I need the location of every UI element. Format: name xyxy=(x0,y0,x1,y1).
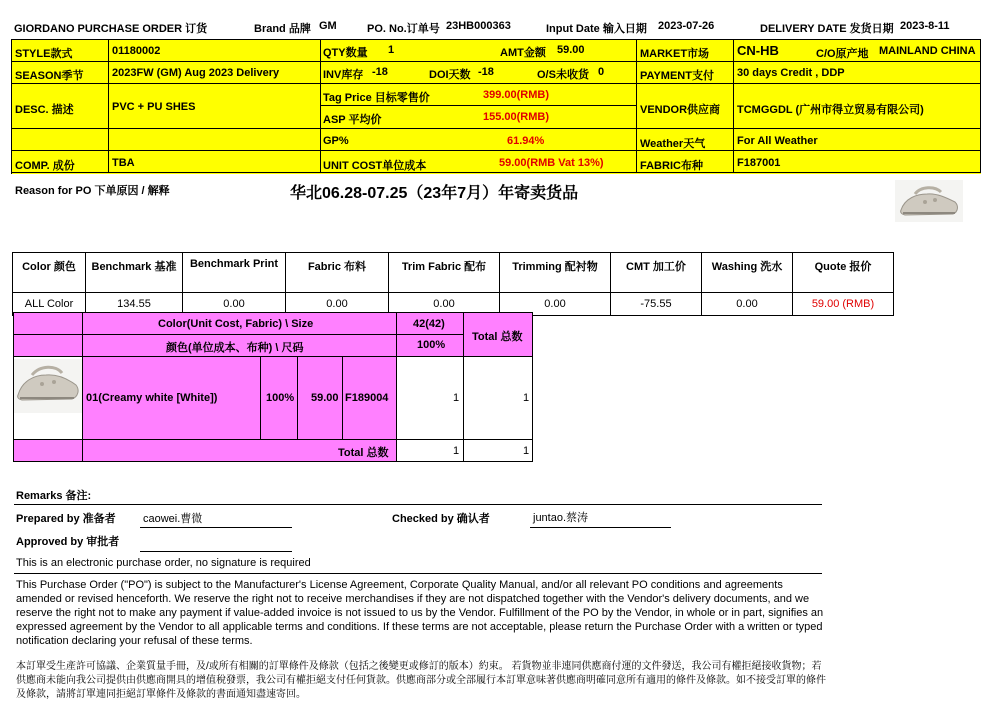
cell-fabric: 0.00 xyxy=(286,293,389,316)
col-header-color: Color 颜色 xyxy=(13,253,86,293)
approved-by-label: Approved by 审批者 xyxy=(16,536,120,548)
cell-color: ALL Color xyxy=(13,293,86,316)
season-label: SEASON季节 xyxy=(15,70,84,82)
qty-value: 1 xyxy=(388,44,395,56)
po-number-value: 23HB000363 xyxy=(446,20,511,32)
cell-quote: 59.00 (RMB) xyxy=(793,293,894,316)
doi-label: DOI天数 xyxy=(429,69,471,81)
gp-value: 61.94% xyxy=(507,135,545,147)
weather-label: Weather天气 xyxy=(640,138,706,150)
comp-value: TBA xyxy=(112,157,135,169)
asp-label: ASP 平均价 xyxy=(323,114,382,126)
col-header-fabric: Fabric 布料 xyxy=(286,253,389,293)
checked-by-value: juntao.蔡涛 xyxy=(533,512,589,524)
col-header-benchmark: Benchmark 基准 xyxy=(86,253,183,293)
doi-value: -18 xyxy=(478,66,494,78)
amt-label: AMT金额 xyxy=(500,47,546,59)
total-qty: 1 xyxy=(453,445,460,457)
remarks-label: Remarks 备注: xyxy=(16,490,92,502)
input-date-label: Input Date 输入日期 xyxy=(546,23,647,35)
cell-trimming: 0.00 xyxy=(500,293,611,316)
gp-label: GP% xyxy=(323,135,349,147)
os-value: 0 xyxy=(598,66,605,78)
po-title: GIORDANO PURCHASE ORDER 订货 xyxy=(14,23,208,35)
origin-value: MAINLAND CHINA xyxy=(879,45,976,57)
checked-by-label: Checked by 确认者 xyxy=(392,513,490,525)
inv-value: -18 xyxy=(372,66,388,78)
po-header-grid xyxy=(11,39,981,174)
row-cost: 59.00 xyxy=(311,392,339,404)
input-date-value: 2023-07-26 xyxy=(658,20,715,32)
market-value: CN-HB xyxy=(737,43,779,58)
vendor-label: VENDOR供应商 xyxy=(640,104,721,116)
row-qty: 1 xyxy=(453,392,460,404)
col-header-quote: Quote 报价 xyxy=(793,253,894,293)
cell-washing: 0.00 xyxy=(702,293,793,316)
payment-label: PAYMENT支付 xyxy=(640,70,714,82)
desc-value: PVC + PU SHES xyxy=(112,101,196,113)
row-fabric: F189004 xyxy=(345,392,389,404)
col-header-benchmark-print: Benchmark Print xyxy=(183,253,286,293)
origin-label: C/O原产地 xyxy=(816,48,869,60)
size-label: 42(42) xyxy=(413,318,445,330)
total-total: 1 xyxy=(523,445,530,457)
os-label: O/S未收货 xyxy=(537,69,589,81)
comp-label: COMP. 成份 xyxy=(15,160,75,172)
table-row xyxy=(13,356,83,440)
style-value: 01180002 xyxy=(112,45,161,57)
electronic-notice: This is an electronic purchase order, no signature is required xyxy=(16,557,311,569)
weather-value: For All Weather xyxy=(737,135,818,147)
payment-value: 30 days Credit , DDP xyxy=(737,67,845,79)
size-ratio: 100% xyxy=(417,339,446,351)
row-color: 01(Creamy white [White]) xyxy=(86,392,218,404)
col-header-cmt: CMT 加工价 xyxy=(611,253,702,293)
prepared-by-label: Prepared by 准备者 xyxy=(16,513,116,525)
prepared-by-value: caowei.曹微 xyxy=(143,513,203,525)
cell-trim-fabric: 0.00 xyxy=(389,293,500,316)
legal-terms-en: This Purchase Order ("PO") is subject to the Manufacturer's License Agreement, Corporate Quality Manual, and/or all relevant PO conditions and agreements amended or revised henceforth. We reserve the right not to receive merchandises if they are not dispatched together with the Vendor's delivery documents, and we reserve the right not to make any payment if value-added invoice is not issued to us by the Vendor. Fulfillment of the PO by the Vendor, in whole or in part, signifies an expressed agreement by the Vendor to all applicable terms and conditions. If these terms are not acceptable, please return the Purchase Order with a written or typed notification declaring your refusal of these terms. xyxy=(16,579,824,647)
size-total-header: Total 总数 xyxy=(472,331,523,343)
qty-label: QTY数量 xyxy=(323,47,368,59)
row-percent: 100% xyxy=(266,392,295,404)
po-number-label: PO. No.订单号 xyxy=(367,23,440,35)
legal-terms-cn: 本訂單受生產許可協議、企業質量手冊，及/或所有相關的訂單條件及條款（包括之後變更或修訂的版本）約束。 若貨物並非連同供應商付運的文件發送，我公司有權拒絕接收貨物；若供應商未能向我公司提供由供應商開具的增值稅發票，我公司有權拒絕支付任何貨款。供應商部分或全部履行本訂單意味著供應商明確同意所有適用的條件及條款。如不接受訂單的條件及條款，請將訂單連同拒絕訂單條件及條款的書面通知盡速寄回。 xyxy=(16,661,826,700)
product-image xyxy=(895,180,963,222)
total-label: Total 总数 xyxy=(338,447,389,459)
unit-cost-value: 59.00(RMB Vat 13%) xyxy=(499,157,604,169)
col-header-trim-fabric: Trim Fabric 配布 xyxy=(389,253,500,293)
cell-cmt: -75.55 xyxy=(611,293,702,316)
asp-value: 155.00(RMB) xyxy=(483,111,550,123)
reason-label: Reason for PO 下单原因 / 解释 xyxy=(15,185,170,197)
fabric-label: FABRIC布种 xyxy=(640,160,703,172)
row-total: 1 xyxy=(523,392,530,404)
size-header-cn: 颜色(单位成本、布种) \ 尺码 xyxy=(166,342,304,354)
style-label: STYLE款式 xyxy=(15,48,73,60)
tag-price-label: Tag Price 目标零售价 xyxy=(323,92,430,104)
col-header-washing: Washing 洗水 xyxy=(702,253,793,293)
unit-cost-label: UNIT COST单位成本 xyxy=(323,160,427,172)
delivery-date-value: 2023-8-11 xyxy=(900,20,950,32)
col-header-trimming: Trimming 配衬物 xyxy=(500,253,611,293)
market-label: MARKET市场 xyxy=(640,48,710,60)
desc-label: DESC. 描述 xyxy=(15,104,74,116)
product-thumbnail-icon xyxy=(14,359,82,413)
inv-label: INV库存 xyxy=(323,69,364,81)
brand-label: Brand 品牌 xyxy=(254,23,311,35)
cost-breakdown-table xyxy=(12,252,894,316)
cell-benchmark: 134.55 xyxy=(86,293,183,316)
delivery-date-label: DELIVERY DATE 发货日期 xyxy=(760,23,894,35)
fabric-value: F187001 xyxy=(737,157,781,169)
vendor-value: TCMGGDL (广州市得立贸易有限公司) xyxy=(737,104,924,116)
brand-value: GM xyxy=(319,20,337,32)
size-header-en: Color(Unit Cost, Fabric) \ Size xyxy=(158,318,314,330)
reason-text: 华北06.28-07.25（23年7月）年寄卖货品 xyxy=(290,185,579,202)
tag-price-value: 399.00(RMB) xyxy=(483,89,550,101)
season-value: 2023FW (GM) Aug 2023 Delivery xyxy=(112,67,280,79)
cell-benchmark-print: 0.00 xyxy=(183,293,286,316)
amt-value: 59.00 xyxy=(557,44,585,56)
